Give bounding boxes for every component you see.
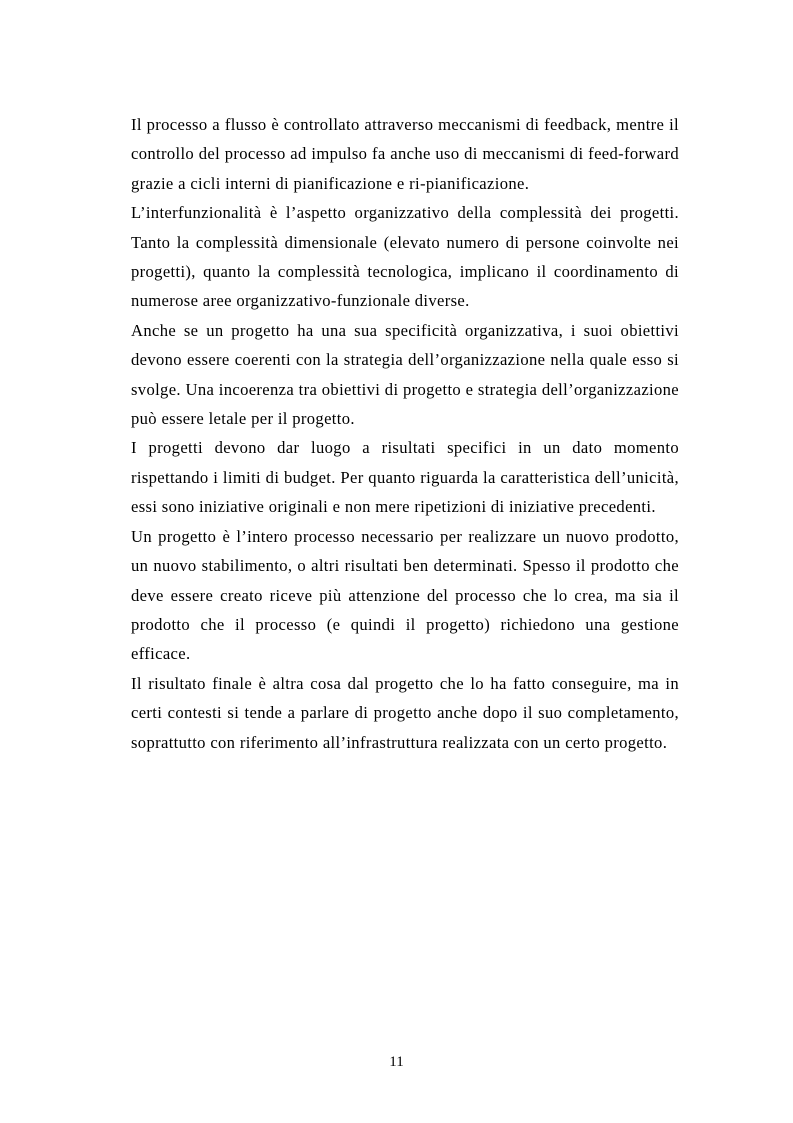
paragraph-1: Il processo a flusso è controllato attraverso meccanismi di feedback, mentre il controllo del processo ad impulso fa anche uso di meccanismi di feed-forward grazie a cicli interni di pianificazione e ri-pianificazione. <box>131 115 679 193</box>
paragraph-5: Un progetto è l’intero processo necessario per realizzare un nuovo prodotto, un nuovo stabilimento, o altri risultati ben determinati. Spesso il prodotto che deve essere creato riceve più attenzione del processo che lo crea, ma sia il prodotto che il processo (e quindi il progetto) richiedono una gestione efficace. <box>131 526 679 664</box>
paragraph-4: I progetti devono dar luogo a risultati specifici in un dato momento rispettando i limiti di budget. Per quanto riguarda la caratteristica dell’unicità, essi sono iniziative originali e non mere ripetizioni di iniziative precedenti. <box>131 438 679 517</box>
paragraph-2: L’interfunzionalità è l’aspetto organizzativo della complessità dei progetti. Tanto la complessità dimensionale (elevato numero di persone coinvolte nei progetti), quanto la complessità tecnologica, implicano il coordinamento di numerose aree organizzativo-funzionale diverse. <box>131 203 679 311</box>
page-number: 11 <box>389 1054 404 1070</box>
body-text <box>131 110 679 757</box>
paragraph-3: Anche se un progetto ha una sua specificità organizzativa, i suoi obiettivi devono essere coerenti con la strategia dell’organizzazione nella quale esso si svolge. Una incoerenza tra obiettivi di progetto e strategia dell’organizzazione può essere letale per il progetto. <box>131 320 679 429</box>
paragraph-6: Il risultato finale è altra cosa dal progetto che lo ha fatto conseguire, ma in certi contesti si tende a parlare di progetto anche dopo il suo completamento, soprattutto con riferimento all’infrastruttura realizzata con un certo progetto. <box>131 673 679 752</box>
